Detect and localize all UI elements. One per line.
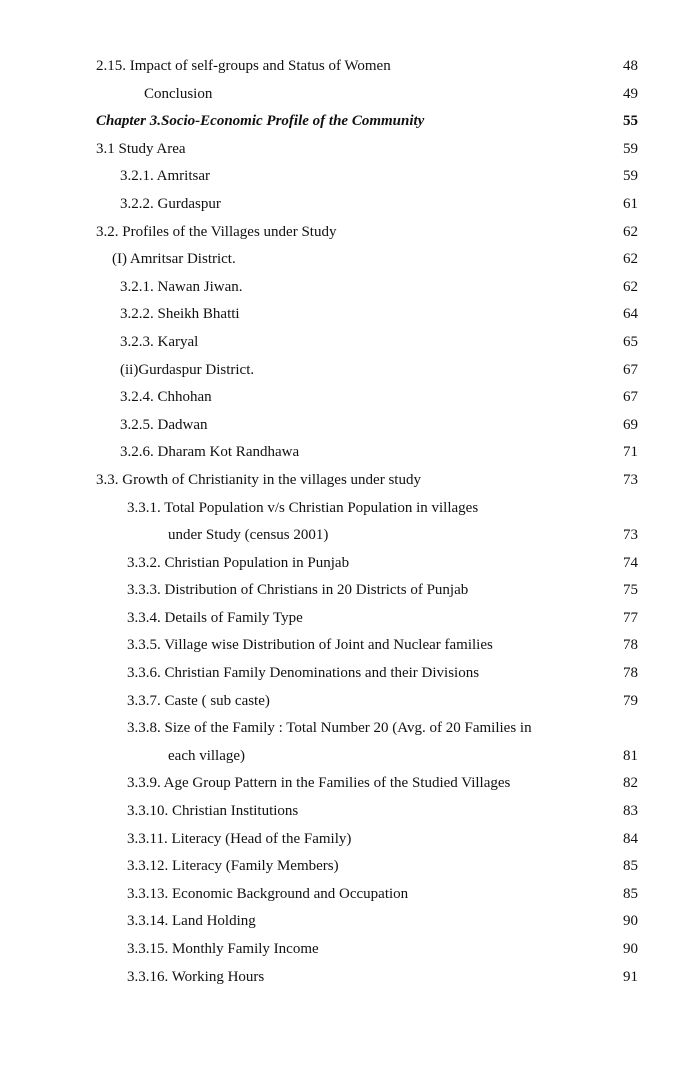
toc-entry [0, 770, 700, 798]
toc-entry [0, 412, 700, 440]
toc-entry-title: 3.2.3. Karyal [120, 333, 199, 350]
toc-entry [0, 136, 700, 164]
toc-entry-title: 3.3.4. Details of Family Type [127, 609, 303, 626]
toc-entry-title: 3.3.6. Christian Family Denominations and their Divisions [127, 665, 480, 682]
toc-entry-page-number: 84 [623, 830, 638, 847]
toc-entry-page-number: 83 [623, 803, 638, 820]
toc-entry-page-number: 78 [623, 637, 638, 654]
toc-entry [0, 550, 700, 578]
toc-entry [0, 605, 700, 633]
toc-entry [0, 301, 700, 329]
toc-entry [0, 798, 700, 826]
toc-entry [0, 191, 700, 219]
toc-entry-page-number: 90 [623, 913, 638, 930]
toc-entry-title: 3.2.1. Nawan Jiwan. [120, 278, 243, 295]
toc-entry-title: (I) Amritsar District. [112, 251, 236, 268]
toc-entry [0, 439, 700, 467]
toc-entry-title: 3.2.4. Chhohan [120, 389, 212, 406]
toc-entry-title: Chapter 3.Socio-Economic Profile of the Community [96, 113, 425, 130]
toc-entry-title: 3.2. Profiles of the Villages under Study [96, 223, 337, 240]
toc-entry-page-number: 75 [623, 582, 638, 599]
toc-entry [0, 964, 700, 992]
toc-entry-page-number: 61 [623, 195, 638, 212]
toc-entry [0, 495, 700, 523]
toc-entry [0, 908, 700, 936]
toc-entry-title: (ii)Gurdaspur District. [120, 361, 255, 378]
toc-entry-page-number: 64 [623, 306, 638, 323]
toc-entry [0, 329, 700, 357]
toc-entry-page-number: 74 [623, 554, 638, 571]
toc-entry [0, 853, 700, 881]
toc-entry-page-number: 62 [623, 278, 638, 295]
toc-entry [0, 743, 700, 771]
toc-entry [0, 219, 700, 247]
toc-entry-title: 3.3.2. Christian Population in Punjab [127, 554, 350, 571]
toc-entry-page-number: 59 [623, 140, 638, 157]
toc-entry-title: 3.2.6. Dharam Kot Randhawa [120, 444, 300, 461]
toc-entry [0, 357, 700, 385]
toc-entry [0, 53, 700, 81]
toc-entry-page-number: 49 [623, 85, 638, 102]
toc-entry-title: 3.2.1. Amritsar [120, 168, 210, 185]
toc-entry-page-number: 79 [623, 692, 638, 709]
toc-entry-page-number: 62 [623, 223, 638, 240]
toc-entry [0, 384, 700, 412]
toc-entry-page-number: 85 [623, 858, 638, 875]
toc-entry [0, 163, 700, 191]
toc-entry-page-number: 81 [623, 747, 638, 764]
toc-entry [0, 467, 700, 495]
toc-entry-title: 3.3.7. Caste ( sub caste) [127, 692, 270, 709]
toc-entry-title: 3.2.2. Sheikh Bhatti [120, 306, 240, 323]
toc-entry-title: 2.15. Impact of self-groups and Status of Women [96, 58, 391, 74]
toc-entry [0, 632, 700, 660]
toc-entry [0, 246, 700, 274]
toc-entry-page-number: 77 [623, 609, 638, 626]
toc-entry-title: 3.3.10. Christian Institutions [127, 803, 299, 820]
toc-entry-page-number: 62 [623, 251, 638, 268]
toc-entry-page-number: 91 [623, 968, 638, 985]
toc-entry [0, 881, 700, 909]
toc-entry-page-number: 71 [623, 444, 638, 461]
toc-entry-title: 3.3.5. Village wise Distribution of Joint and Nuclear families [127, 637, 493, 654]
toc-entry-title: 3.2.2. Gurdaspur [120, 195, 221, 212]
toc-entry-title: 3.1 Study Area [96, 140, 186, 157]
toc-entry-title: 3.2.5. Dadwan [120, 416, 208, 433]
toc-entry-page-number: 69 [623, 416, 638, 433]
toc-entry-page-number: 73 [623, 527, 638, 544]
toc-entry [0, 660, 700, 688]
toc-entry [0, 522, 700, 550]
toc-entry-page-number: 48 [623, 58, 638, 74]
toc-entry-title: 3.3.16. Working Hours [127, 968, 265, 985]
toc-entry-page-number: 55 [623, 113, 638, 130]
toc-entry [0, 936, 700, 964]
toc-entry-page-number: 67 [623, 389, 638, 406]
toc-entry-title: 3.3.14. Land Holding [127, 913, 256, 930]
toc-entry-page-number: 85 [623, 885, 638, 902]
toc-entry-page-number: 82 [623, 775, 638, 792]
toc-entry-title: 3.3.3. Distribution of Christians in 20 Districts of Punjab [127, 582, 469, 599]
toc-entry [0, 81, 700, 109]
toc-entry [0, 577, 700, 605]
toc-entry-title: 3.3.9. Age Group Pattern in the Families of the Studied Villages [127, 775, 511, 792]
toc-entry-title: each village) [168, 747, 246, 764]
toc-entry-title: 3.3.1. Total Population v/s Christian Population in villages [127, 499, 479, 516]
toc-entry-page-number: 78 [623, 665, 638, 682]
toc-entry [0, 688, 700, 716]
toc-entry-title: Conclusion [144, 85, 213, 102]
toc-entry-page-number: 90 [623, 941, 638, 957]
toc-entry [0, 274, 700, 302]
toc-entry-title: 3.3.13. Economic Background and Occupation [127, 885, 409, 902]
table-of-contents [0, 53, 700, 991]
toc-entry-page-number: 73 [623, 471, 638, 488]
toc-entry-title: 3.3.8. Size of the Family : Total Number 20 (Avg. of 20 Families in [127, 720, 532, 737]
toc-entry [0, 826, 700, 854]
toc-entry-title: 3.3.11. Literacy (Head of the Family) [127, 830, 352, 847]
toc-entry-page-number: 65 [623, 333, 638, 350]
toc-chapter-heading [0, 108, 700, 136]
toc-entry [0, 715, 700, 743]
toc-entry-title: 3.3.15. Monthly Family Income [127, 941, 319, 957]
toc-entry-title: 3.3. Growth of Christianity in the villages under study [96, 471, 421, 488]
toc-entry-page-number: 67 [623, 361, 638, 378]
toc-entry-page-number: 59 [623, 168, 638, 185]
toc-entry-title: under Study (census 2001) [168, 527, 329, 544]
toc-entry-title: 3.3.12. Literacy (Family Members) [127, 858, 339, 875]
